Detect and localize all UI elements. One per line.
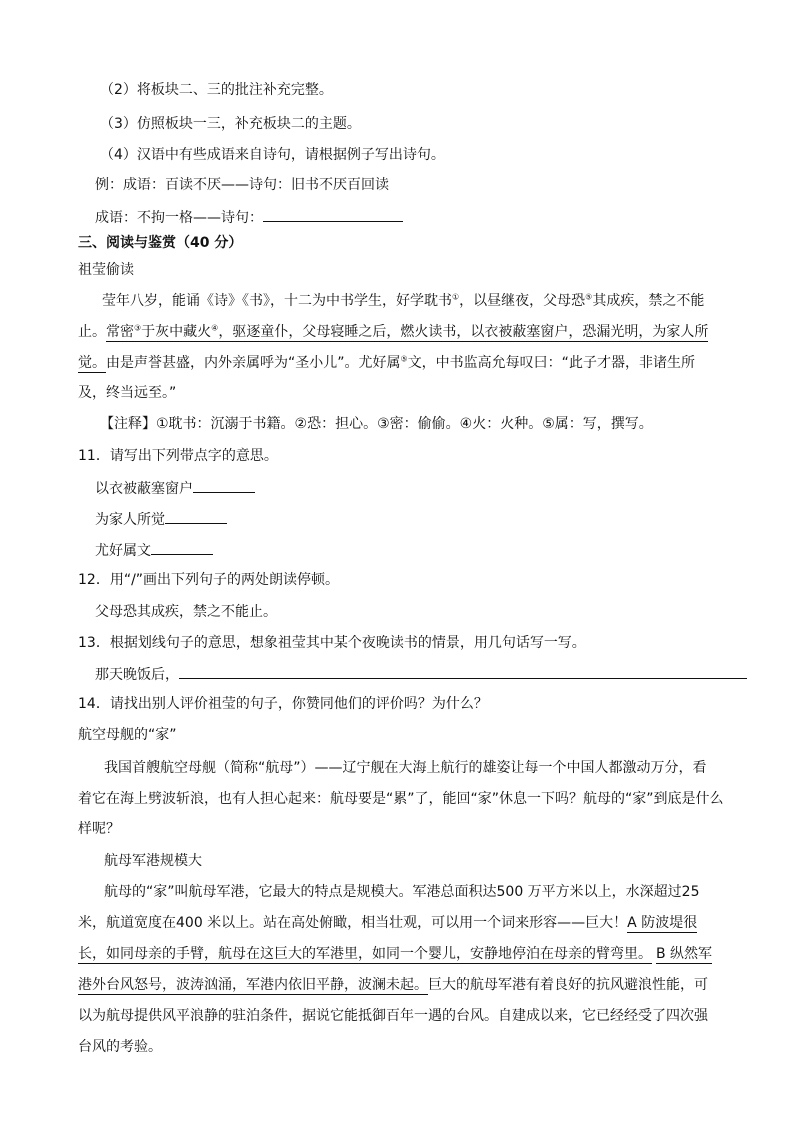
answer-blank[interactable] <box>193 478 255 493</box>
text-span: 于灰中藏火 <box>141 324 212 340</box>
text-span: 文，中书监高允每叹曰：“此子才器，非诸生所 <box>407 355 695 371</box>
question-4: （4）汉语中有些成语来自诗句，请根据例子写出诗句。 <box>100 147 445 163</box>
passage-line: 着它在海上劈波斩浪，也有人担心起来：航母要是“累”了，能回“家”休息一下吗？航母的“家”到底是什么 <box>78 791 724 807</box>
q12-sentence: 父母恐其成疾，禁之不能止。 <box>95 604 277 620</box>
annotation-note: 【注释】①耽书：沉溺于书籍。②恐：担心。③密：偷偷。④火：火种。⑤属：写，撰写。 <box>100 416 653 432</box>
passage-line: 航母的“家”叫航母军港，它最大的特点是规模大。军港总面积达500 万平方米以上，水深超过25 <box>104 884 700 900</box>
passage-title-zuying: 祖莹偷读 <box>78 262 134 278</box>
q11-item <box>95 509 227 530</box>
footnote-mark: ⑤ <box>585 292 593 302</box>
footnote-mark: ③ <box>134 323 142 333</box>
text-span: 米，航道宽度在400 米以上。站在高处俯瞰，相当壮观，可以用一个词来形容——巨大！ <box>78 915 628 931</box>
passage-line <box>78 975 708 995</box>
passage-line <box>78 913 697 933</box>
underlined-sentence-b: B 纵然军 <box>656 946 713 962</box>
text-span: 由是声誉甚盛，内外亲属呼为“圣小儿”。尤好属 <box>106 355 401 371</box>
passage-line <box>78 322 708 342</box>
idiom-task-text: 成语：不拘一格——诗句： <box>95 210 263 226</box>
q11-item-text: 为家人所觉 <box>95 512 165 528</box>
subheading: 航母军港规模大 <box>104 853 202 869</box>
idiom-task <box>95 207 403 228</box>
q11-item-text: 以衣被蔽塞窗户 <box>95 481 193 497</box>
question-14: 14．请找出别人评价祖莹的句子，你赞同他们的评价吗？为什么？ <box>78 696 488 712</box>
answer-blank[interactable] <box>263 207 403 222</box>
text-span: 止。 <box>78 324 106 340</box>
passage-line <box>78 944 712 964</box>
underlined-sentence-end: 觉。 <box>78 355 106 371</box>
footnote-mark: ⑤ <box>400 354 408 364</box>
question-12: 12．用“/”画出下列句子的两处朗读停顿。 <box>78 572 340 588</box>
question-2: （2）将板块二、三的批注补充完整。 <box>100 82 333 98</box>
question-3: （3）仿照板块一三，补充板块二的主题。 <box>100 116 361 132</box>
q11-item <box>95 478 255 499</box>
text-span: ，以昼继夜，父母恐 <box>459 293 586 309</box>
text-span: 巨大的航母军港有着良好的抗风避浪性能，可 <box>428 977 708 993</box>
question-13: 13．根据划线句子的意思，想象祖莹其中某个夜晚读书的情景，用几句话写一写。 <box>78 635 586 651</box>
footnote-mark: ④ <box>211 323 219 333</box>
q13-start-text: 那天晚饭后， <box>95 667 179 683</box>
footnote-mark: ① <box>452 292 460 302</box>
question-11: 11．请写出下列带点字的意思。 <box>78 448 278 464</box>
text-span: 常密 <box>106 324 134 340</box>
underlined-sentence-a: A 防波堤很 <box>627 915 698 931</box>
passage-title-carrier: 航空母舰的“家” <box>78 727 177 743</box>
example-line: 例：成语：百读不厌——诗句：旧书不厌百回读 <box>95 177 389 193</box>
passage-line: 以为航母提供风平浪静的驻泊条件，据说它能抵御百年一遇的台风。自建成以来，它已经经受了四次强 <box>78 1008 708 1024</box>
passage-line <box>78 353 695 373</box>
underlined-sentence-b: 港外台风怒号，波涛汹涌，军港内依旧平静，波澜未起。 <box>78 977 428 993</box>
section-heading: 三、阅读与鉴赏（40 分） <box>78 235 243 251</box>
passage-line: 及，终当远至。” <box>78 385 177 401</box>
answer-blank[interactable] <box>151 540 213 555</box>
q11-item-text: 尤好属文 <box>95 543 151 559</box>
text-span: 其成疾，禁之不能 <box>592 293 705 309</box>
text-span: 莹年八岁，能诵《诗》《书》，十二为中书学生，好学耽书 <box>102 293 452 309</box>
passage-line: 台风的考验。 <box>78 1039 162 1055</box>
underlined-sentence <box>106 324 708 342</box>
underlined-sentence-a: 长，如同母亲的手臂，航母在这巨大的军港里，如同一个婴儿，安静地停泊在母亲的臂弯里。 <box>78 946 652 962</box>
passage-line: 样呢？ <box>78 821 120 837</box>
text-span: ，驱逐童仆，父母寝睡之后，燃火读书，以衣被蔽塞窗户，恐漏光明，为家人所 <box>218 324 709 340</box>
answer-blank[interactable] <box>165 509 227 524</box>
passage-line <box>102 291 704 311</box>
passage-line: 我国首艘航空母舰（简称“航母”）——辽宁舰在大海上航行的雄姿让每一个中国人都激动万分，看 <box>104 760 707 776</box>
answer-blank[interactable] <box>179 664 747 679</box>
q11-item <box>95 540 213 561</box>
q13-answer-line <box>95 664 747 685</box>
